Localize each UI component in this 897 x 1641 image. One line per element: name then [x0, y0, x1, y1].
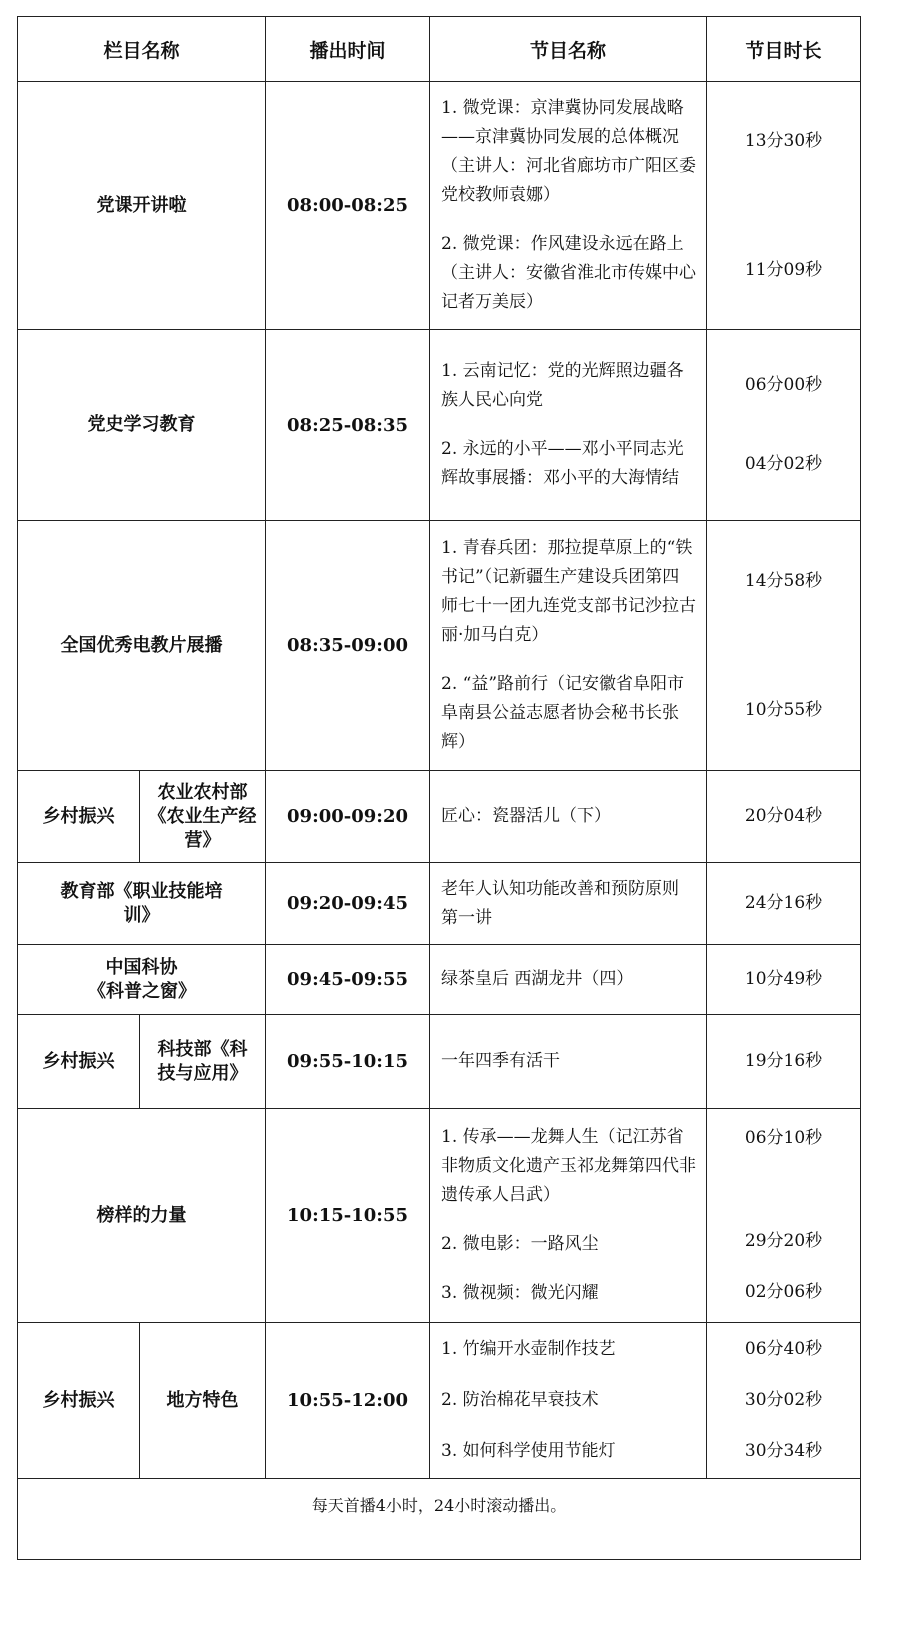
air-time: 09:00-09:20: [266, 771, 430, 863]
table-row: [18, 945, 861, 1015]
table-row: [18, 521, 861, 771]
program-cell: [430, 771, 707, 863]
column-name: 中国科协《科普之窗》: [18, 945, 266, 1015]
column-name-main: 乡村振兴: [18, 1323, 140, 1479]
duration-cell: [707, 1323, 861, 1479]
program-item: 1. 微党课：京津冀协同发展战略——京津冀协同发展的总体概况（主讲人：河北省廊坊市广阳区委党校教师袁娜）: [441, 98, 697, 205]
program-item: 老年人认知功能改善和预防原则 第一讲: [441, 878, 680, 928]
column-name: 党史学习教育: [18, 330, 266, 521]
air-time: 09:55-10:15: [266, 1015, 430, 1109]
program-item: 绿茶皇后 西湖龙井（四）: [441, 969, 634, 989]
duration-item: 02分06秒: [744, 1282, 823, 1302]
duration-cell: [707, 863, 861, 945]
program-item: 2. 防治棉花早衰技术: [441, 1390, 599, 1410]
duration-item: 06分10秒: [744, 1128, 823, 1148]
program-item: 1. 传承——龙舞人生（记江苏省非物质文化遗产玉祁龙舞第四代非遗传承人吕武）: [441, 1127, 697, 1205]
column-name-main: 乡村振兴: [18, 771, 140, 863]
column-name: 全国优秀电教片展播: [18, 521, 266, 771]
program-cell: [430, 863, 707, 945]
program-cell: [430, 1109, 707, 1323]
header-column-name: 栏目名称: [18, 17, 266, 82]
duration-item: 20分04秒: [744, 806, 823, 826]
column-name: 榜样的力量: [18, 1109, 266, 1323]
column-name: 教育部《职业技能培训》: [18, 863, 266, 945]
duration-cell: [707, 521, 861, 771]
program-item: 2. 微电影：一路风尘: [441, 1234, 599, 1254]
duration-item: 29分20秒: [744, 1231, 823, 1251]
duration-cell: [707, 771, 861, 863]
table-row: [18, 1323, 861, 1479]
duration-item: 19分16秒: [744, 1051, 823, 1071]
duration-item: 14分58秒: [744, 570, 823, 591]
duration-item: 06分00秒: [744, 375, 823, 395]
program-item: 2. “益”路前行（记安徽省阜阳市阜南县公益志愿者协会秘书长张辉）: [441, 674, 685, 752]
duration-cell: [707, 330, 861, 521]
column-name-sub: 农业农村部《农业生产经营》: [140, 771, 266, 863]
program-cell: [430, 945, 707, 1015]
schedule-table: [17, 16, 861, 1560]
program-cell: [430, 330, 707, 521]
duration-item: 24分16秒: [744, 893, 823, 913]
column-name-sub: 地方特色: [140, 1323, 266, 1479]
footer-row: [18, 1479, 861, 1560]
program-item: 1. 竹编开水壶制作技艺: [441, 1339, 616, 1359]
duration-item: 10分49秒: [744, 969, 823, 989]
duration-item: 11分09秒: [744, 259, 823, 280]
duration-item: 04分02秒: [744, 454, 823, 474]
program-item: 3. 微视频：微光闪耀: [441, 1283, 599, 1303]
table-row: [18, 330, 861, 521]
air-time: 08:00-08:25: [266, 82, 430, 330]
air-time: 08:35-09:00: [266, 521, 430, 771]
duration-cell: [707, 82, 861, 330]
header-duration: 节目时长: [707, 17, 861, 82]
program-item: 1. 云南记忆：党的光辉照边疆各族人民心向党: [441, 361, 684, 410]
duration-cell: [707, 1015, 861, 1109]
air-time: 10:15-10:55: [266, 1109, 430, 1323]
table-row: [18, 1015, 861, 1109]
table-row: [18, 771, 861, 863]
program-cell: [430, 521, 707, 771]
air-time: 09:45-09:55: [266, 945, 430, 1015]
header-air-time: 播出时间: [266, 17, 430, 82]
duration-item: 30分34秒: [744, 1441, 823, 1461]
air-time: 08:25-08:35: [266, 330, 430, 521]
duration-cell: [707, 945, 861, 1015]
program-item: 2. 永远的小平——邓小平同志光辉故事展播：邓小平的大海情结: [441, 439, 684, 488]
program-cell: [430, 1015, 707, 1109]
program-cell: [430, 82, 707, 330]
duration-item: 13分30秒: [744, 130, 823, 151]
program-item: 3. 如何科学使用节能灯: [441, 1441, 616, 1461]
header-program-name: 节目名称: [430, 17, 707, 82]
program-item: 2. 微党课：作风建设永远在路上（主讲人：安徽省淮北市传媒中心记者万美辰）: [441, 234, 697, 312]
duration-cell: [707, 1109, 861, 1323]
program-item: 匠心：瓷器活儿（下）: [441, 806, 612, 826]
column-name: 党课开讲啦: [18, 82, 266, 330]
duration-item: 10分55秒: [744, 699, 823, 720]
duration-item: 30分02秒: [744, 1390, 823, 1410]
program-item: 一年四季有活干: [441, 1051, 561, 1071]
table-row: [18, 1109, 861, 1323]
duration-item: 06分40秒: [744, 1339, 823, 1359]
column-name-main: 乡村振兴: [18, 1015, 140, 1109]
air-time: 09:20-09:45: [266, 863, 430, 945]
program-item: 1. 青春兵团：那拉提草原上的“铁书记”（记新疆生产建设兵团第四师七十一团九连党支部书记沙拉古丽·加马白克）: [441, 538, 697, 645]
column-name-sub: 科技部《科技与应用》: [140, 1015, 266, 1109]
footer-note: 每天首播4小时，24小时滚动播出。: [18, 1479, 861, 1560]
program-cell: [430, 1323, 707, 1479]
air-time: 10:55-12:00: [266, 1323, 430, 1479]
header-row: [18, 17, 861, 82]
table-row: [18, 863, 861, 945]
table-row: [18, 82, 861, 330]
